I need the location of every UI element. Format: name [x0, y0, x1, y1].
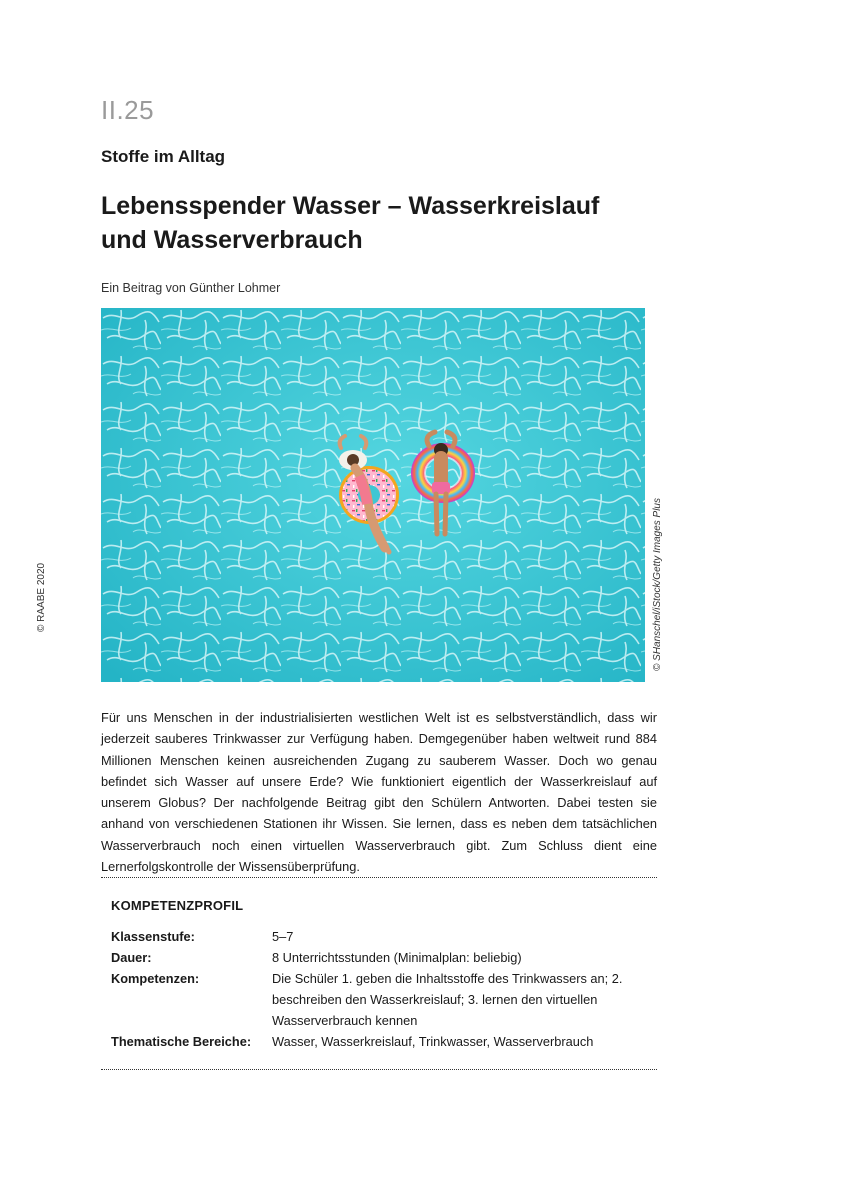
- intro-paragraph: Für uns Menschen in der industrialisierten westlichen Welt ist es selbstverständlich, dass wir jederzeit sauberes Trinkwasser zur Verfügung haben. Demgegenüber haben weltweit rund 884 Millionen Menschen keinen ausreichenden Zugang zu sauberem Wasser. Doch wo genau befindet sich Wasser auf unsere Erde? Wie funktioniert eigentlich der Wasserkreislauf auf unserem Globus? Der nachfolgende Beitrag gibt den Schülern Antworten. Dabei testen sie anhand von verschiedenen Stationen ihr Wissen. Sie lernen, dass es neben dem tatsächlichen Wasserverbrauch noch einen virtuellen Wasserverbrauch gibt. Zum Schluss dient eine Lernerfolgskontrolle der Wissensüberprüfung.: [101, 710, 657, 875]
- title-line-1: Lebensspender Wasser – Wasserkreislauf: [101, 192, 600, 220]
- profile-value: Wasser, Wasserkreislauf, Trinkwasser, Wasserverbrauch: [272, 1034, 594, 1049]
- copyright-margin: [36, 556, 50, 632]
- page-title: [101, 189, 661, 257]
- profile-heading: KOMPETENZPROFIL: [111, 898, 244, 913]
- competence-profile: [111, 926, 657, 1052]
- profile-row-duration: [111, 947, 657, 968]
- copyright-text: © RAABE 2020: [36, 562, 47, 632]
- photo-credit-text: © SHanschel/iStock/Getty Images Plus: [652, 498, 663, 671]
- profile-label: Thematische Bereiche:: [111, 1034, 252, 1049]
- profile-label: Kompetenzen:: [111, 971, 200, 986]
- section-number: II.25: [101, 95, 155, 125]
- pool-photo: [101, 308, 645, 682]
- author-line: Ein Beitrag von Günther Lohmer: [101, 281, 281, 295]
- profile-value: 5–7: [272, 929, 294, 944]
- profile-row-grade: [111, 926, 657, 947]
- divider-top: [101, 877, 657, 878]
- profile-label: Dauer:: [111, 950, 152, 965]
- category-heading: Stoffe im Alltag: [101, 147, 226, 166]
- profile-row-topics: [111, 1031, 657, 1052]
- profile-value: Die Schüler 1. geben die Inhaltsstoffe des Trinkwassers an; 2. beschreiben den Wasserkreislauf; 3. lernen den virtuellen Wasserverbrauch kennen: [272, 971, 623, 1028]
- title-line-2: und Wasserverbrauch: [101, 226, 363, 254]
- profile-value: 8 Unterrichtsstunden (Minimalplan: beliebig): [272, 950, 522, 965]
- profile-label: Klassenstufe:: [111, 929, 195, 944]
- divider-bottom: [101, 1069, 657, 1070]
- profile-row-competences: [111, 968, 657, 1031]
- photo-credit: [652, 308, 666, 682]
- pool-photo-illustration: [101, 308, 645, 682]
